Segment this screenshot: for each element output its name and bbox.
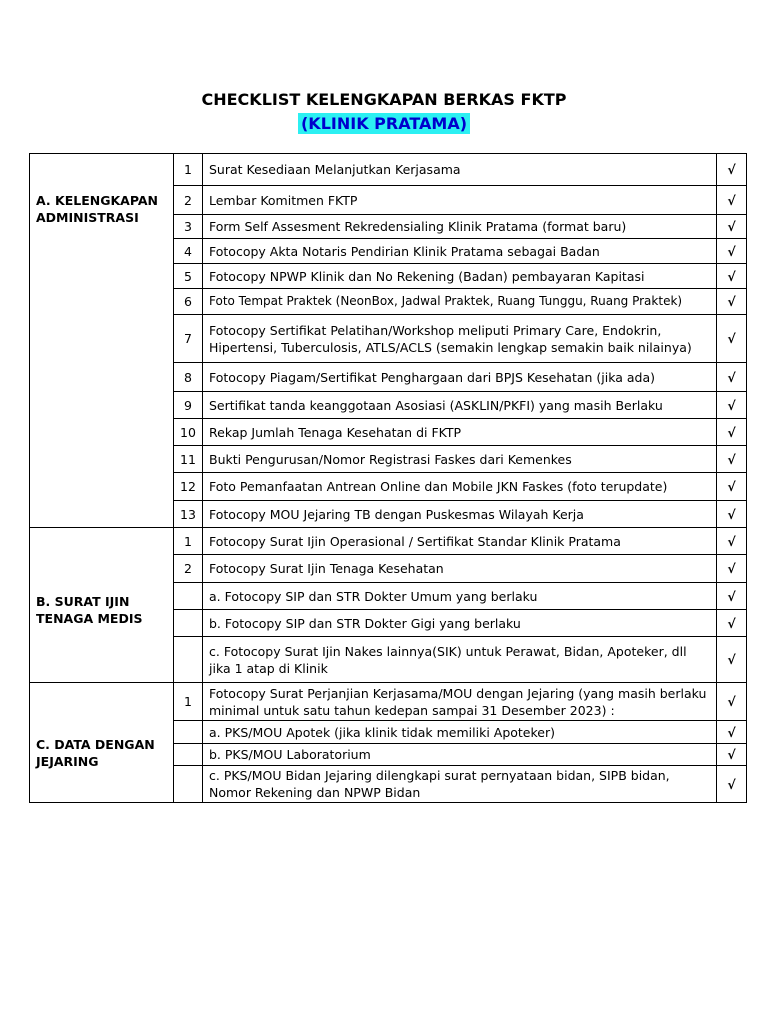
row-description: Fotocopy Surat Ijin Tenaga Kesehatan (203, 555, 717, 583)
row-number (174, 744, 203, 766)
checklist-table (29, 153, 747, 803)
row-number: 1 (174, 154, 203, 186)
row-description: Lembar Komitmen FKTP (203, 186, 717, 215)
check-mark: √ (717, 721, 747, 744)
row-description: Fotocopy Surat Perjanjian Kerjasama/MOU dengan Jejaring (yang masih berlaku minimal untuk satu tahun kedepan sampai 31 Desember 2023) : (203, 683, 717, 721)
row-number (174, 583, 203, 610)
row-description: Sertifikat tanda keanggotaan Asosiasi (ASKLIN/PKFI) yang masih Berlaku (203, 392, 717, 419)
row-number: 2 (174, 555, 203, 583)
row-number: 12 (174, 473, 203, 501)
row-description: Fotocopy Surat Ijin Operasional / Sertifikat Standar Klinik Pratama (203, 528, 717, 555)
row-number: 10 (174, 419, 203, 446)
check-mark: √ (717, 154, 747, 186)
check-mark: √ (717, 239, 747, 264)
row-number: 13 (174, 501, 203, 528)
row-number: 2 (174, 186, 203, 215)
row-description: b. PKS/MOU Laboratorium (203, 744, 717, 766)
section-label-a (30, 154, 174, 528)
row-description: a. PKS/MOU Apotek (jika klinik tidak memiliki Apoteker) (203, 721, 717, 744)
table-row (30, 683, 747, 721)
row-description: Form Self Assesment Rekredensialing Klinik Pratama (format baru) (203, 215, 717, 239)
row-number: 6 (174, 289, 203, 315)
section-label-text: C. DATA DENGAN JEJARING (36, 736, 155, 769)
row-number: 11 (174, 446, 203, 473)
section-label-text: B. SURAT IJIN TENAGA MEDIS (36, 594, 143, 626)
check-mark: √ (717, 392, 747, 419)
row-number: 9 (174, 392, 203, 419)
check-mark: √ (717, 315, 747, 363)
row-description: Fotocopy Piagam/Sertifikat Penghargaan dari BPJS Kesehatan (jika ada) (203, 363, 717, 392)
row-number (174, 766, 203, 803)
row-number (174, 637, 203, 683)
check-mark: √ (717, 473, 747, 501)
document-title: CHECKLIST KELENGKAPAN BERKAS FKTP (201, 90, 567, 109)
row-description: Foto Tempat Praktek (NeonBox, Jadwal Praktek, Ruang Tunggu, Ruang Praktek) (203, 289, 717, 315)
row-description: b. Fotocopy SIP dan STR Dokter Gigi yang berlaku (203, 610, 717, 637)
row-number: 4 (174, 239, 203, 264)
row-description: a. Fotocopy SIP dan STR Dokter Umum yang berlaku (203, 583, 717, 610)
row-number: 1 (174, 683, 203, 721)
document-subtitle: (KLINIK PRATAMA) (298, 113, 470, 134)
row-number (174, 721, 203, 744)
row-number (174, 610, 203, 637)
row-description: Bukti Pengurusan/Nomor Registrasi Faskes dari Kemenkes (203, 446, 717, 473)
check-mark: √ (717, 610, 747, 637)
table-row (30, 528, 747, 555)
section-label-c (30, 683, 174, 803)
check-mark: √ (717, 683, 747, 721)
row-number: 7 (174, 315, 203, 363)
check-mark: √ (717, 766, 747, 803)
check-mark: √ (717, 363, 747, 392)
check-mark: √ (717, 528, 747, 555)
check-mark: √ (717, 289, 747, 315)
row-description: Fotocopy NPWP Klinik dan No Rekening (Badan) pembayaran Kapitasi (203, 264, 717, 289)
check-mark: √ (717, 264, 747, 289)
check-mark: √ (717, 186, 747, 215)
row-description: Fotocopy Akta Notaris Pendirian Klinik Pratama sebagai Badan (203, 239, 717, 264)
check-mark: √ (717, 215, 747, 239)
row-number: 3 (174, 215, 203, 239)
row-number: 1 (174, 528, 203, 555)
check-mark: √ (717, 419, 747, 446)
row-description: c. Fotocopy Surat Ijin Nakes lainnya(SIK) untuk Perawat, Bidan, Apoteker, dll jika 1 atap di Klinik (203, 637, 717, 683)
row-number: 5 (174, 264, 203, 289)
row-description: Fotocopy Sertifikat Pelatihan/Workshop meliputi Primary Care, Endokrin, Hipertensi, Tuberculosis, ATLS/ACLS (semakin lengkap semakin baik nilainya) (203, 315, 717, 363)
row-description: c. PKS/MOU Bidan Jejaring dilengkapi surat pernyataan bidan, SIPB bidan, Nomor Rekening dan NPWP Bidan (203, 766, 717, 803)
row-description: Fotocopy MOU Jejaring TB dengan Puskesmas Wilayah Kerja (203, 501, 717, 528)
section-label-text: A. KELENGKAPAN ADMINISTRASI (36, 193, 158, 225)
row-description: Rekap Jumlah Tenaga Kesehatan di FKTP (203, 419, 717, 446)
subtitle-container (0, 113, 768, 134)
check-mark: √ (717, 637, 747, 683)
table-row (30, 154, 747, 186)
row-description: Foto Pemanfaatan Antrean Online dan Mobile JKN Faskes (foto terupdate) (203, 473, 717, 501)
check-mark: √ (717, 501, 747, 528)
check-mark: √ (717, 744, 747, 766)
section-label-b (30, 528, 174, 683)
row-description: Surat Kesediaan Melanjutkan Kerjasama (203, 154, 717, 186)
check-mark: √ (717, 555, 747, 583)
row-number: 8 (174, 363, 203, 392)
check-mark: √ (717, 446, 747, 473)
check-mark: √ (717, 583, 747, 610)
